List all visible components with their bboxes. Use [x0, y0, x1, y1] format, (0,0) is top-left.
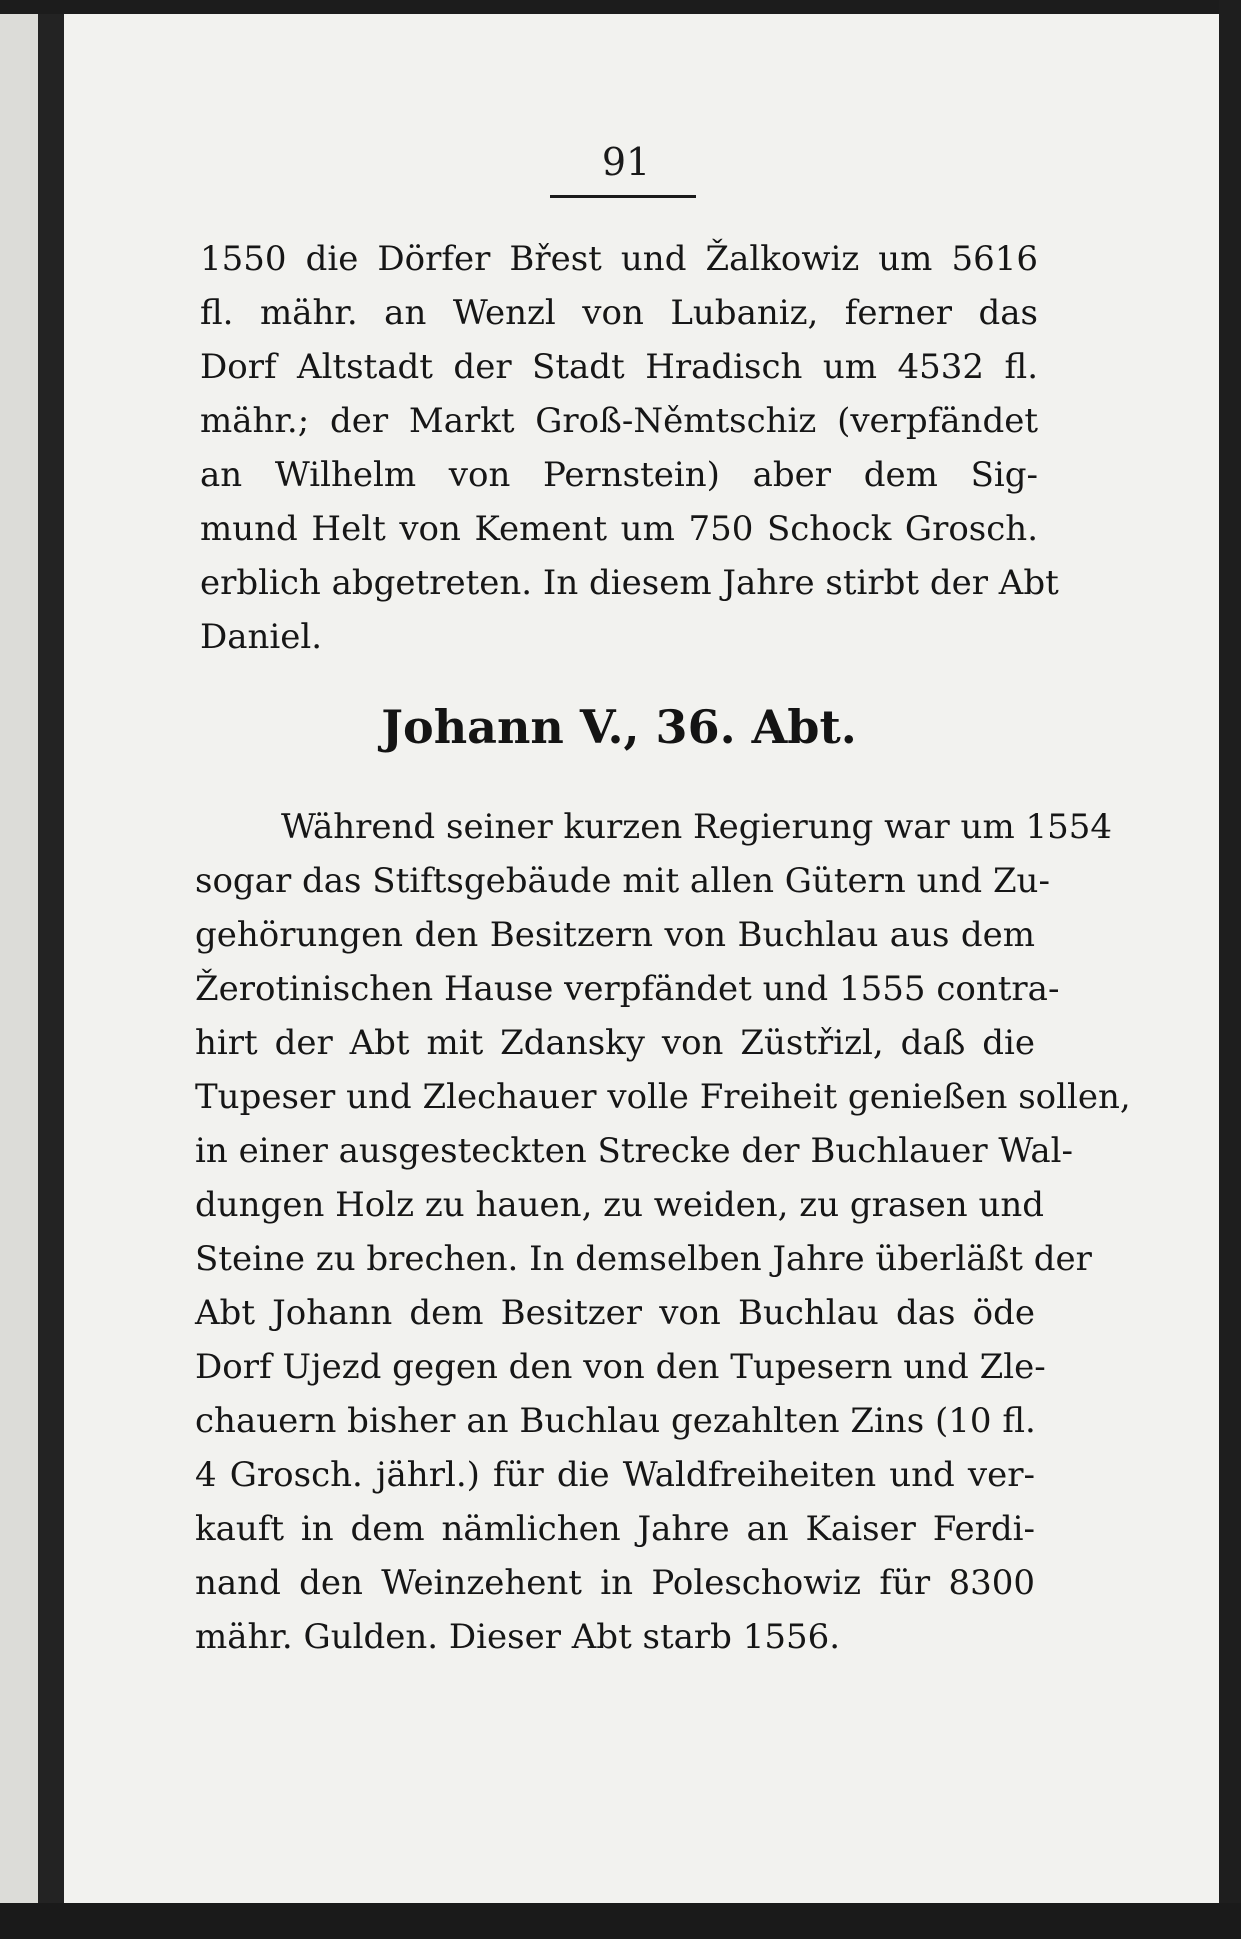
text-line: chauern bisher an Buchlau gezahlten Zins (10 fl.	[195, 1401, 1036, 1441]
text-line: Abt Johann dem Besitzer von Buchlau das öde	[195, 1293, 1035, 1333]
intro-paragraph	[200, 232, 1059, 664]
text-line: mähr.; der Markt Groß-Němtschiz (verpfändet	[200, 401, 1038, 441]
text-line: hirt der Abt mit Zdansky von Züstřizl, daß die	[195, 1023, 1035, 1063]
text-line: mähr. Gulden. Dieser Abt starb 1556.	[195, 1617, 841, 1657]
text-line: 1550 die Dörfer Břest und Žalkowiz um 5616	[200, 239, 1038, 279]
text-line: 4 Grosch. jährl.) für die Waldfreiheiten und ver-	[195, 1455, 1035, 1495]
text-line: sogar das Stiftsgebäude mit allen Gütern und Zu-	[195, 861, 1050, 901]
text-line: Žerotinischen Hause verpfändet und 1555 contra-	[195, 969, 1060, 1009]
text-line: Steine zu brechen. In demselben Jahre überläßt der	[195, 1239, 1092, 1279]
section-heading: Johann V., 36. Abt.	[381, 700, 857, 754]
scan-right-edge	[1219, 0, 1241, 1939]
text-line: dungen Holz zu hauen, zu weiden, zu grasen und	[195, 1185, 1045, 1225]
text-line: kauft in dem nämlichen Jahre an Kaiser Ferdi-	[195, 1509, 1035, 1549]
scan-top-edge	[0, 0, 1241, 14]
scan-left-margin	[0, 0, 38, 1939]
text-line: in einer ausgesteckten Strecke der Buchlauer Wal-	[195, 1131, 1074, 1171]
scan-binding-shadow	[38, 0, 64, 1939]
text-line: nand den Weinzehent in Poleschowiz für 8300	[195, 1563, 1035, 1603]
text-line: an Wilhelm von Pernstein) aber dem Sig-	[200, 455, 1038, 495]
text-line: mund Helt von Kement um 750 Schock Grosch.	[200, 509, 1038, 549]
text-line: Tupeser und Zlechauer volle Freiheit genießen sollen,	[195, 1077, 1131, 1117]
scan-bottom-edge	[0, 1903, 1241, 1939]
text-line: Dorf Ujezd gegen den von den Tupesern und Zle-	[195, 1347, 1046, 1387]
text-line: fl. mähr. an Wenzl von Lubaniz, ferner das	[200, 293, 1038, 333]
page-number-rule	[550, 195, 696, 198]
text-line: Dorf Altstadt der Stadt Hradisch um 4532 fl.	[200, 347, 1038, 387]
text-line: Daniel.	[200, 617, 323, 657]
text-line: erblich abgetreten. In diesem Jahre stirbt der Abt	[200, 563, 1059, 603]
main-paragraph	[195, 800, 1131, 1664]
page-number: 91	[601, 140, 651, 184]
text-line: gehörungen den Besitzern von Buchlau aus dem	[195, 915, 1035, 955]
text-line: Während seiner kurzen Regierung war um 1554	[281, 807, 1113, 847]
